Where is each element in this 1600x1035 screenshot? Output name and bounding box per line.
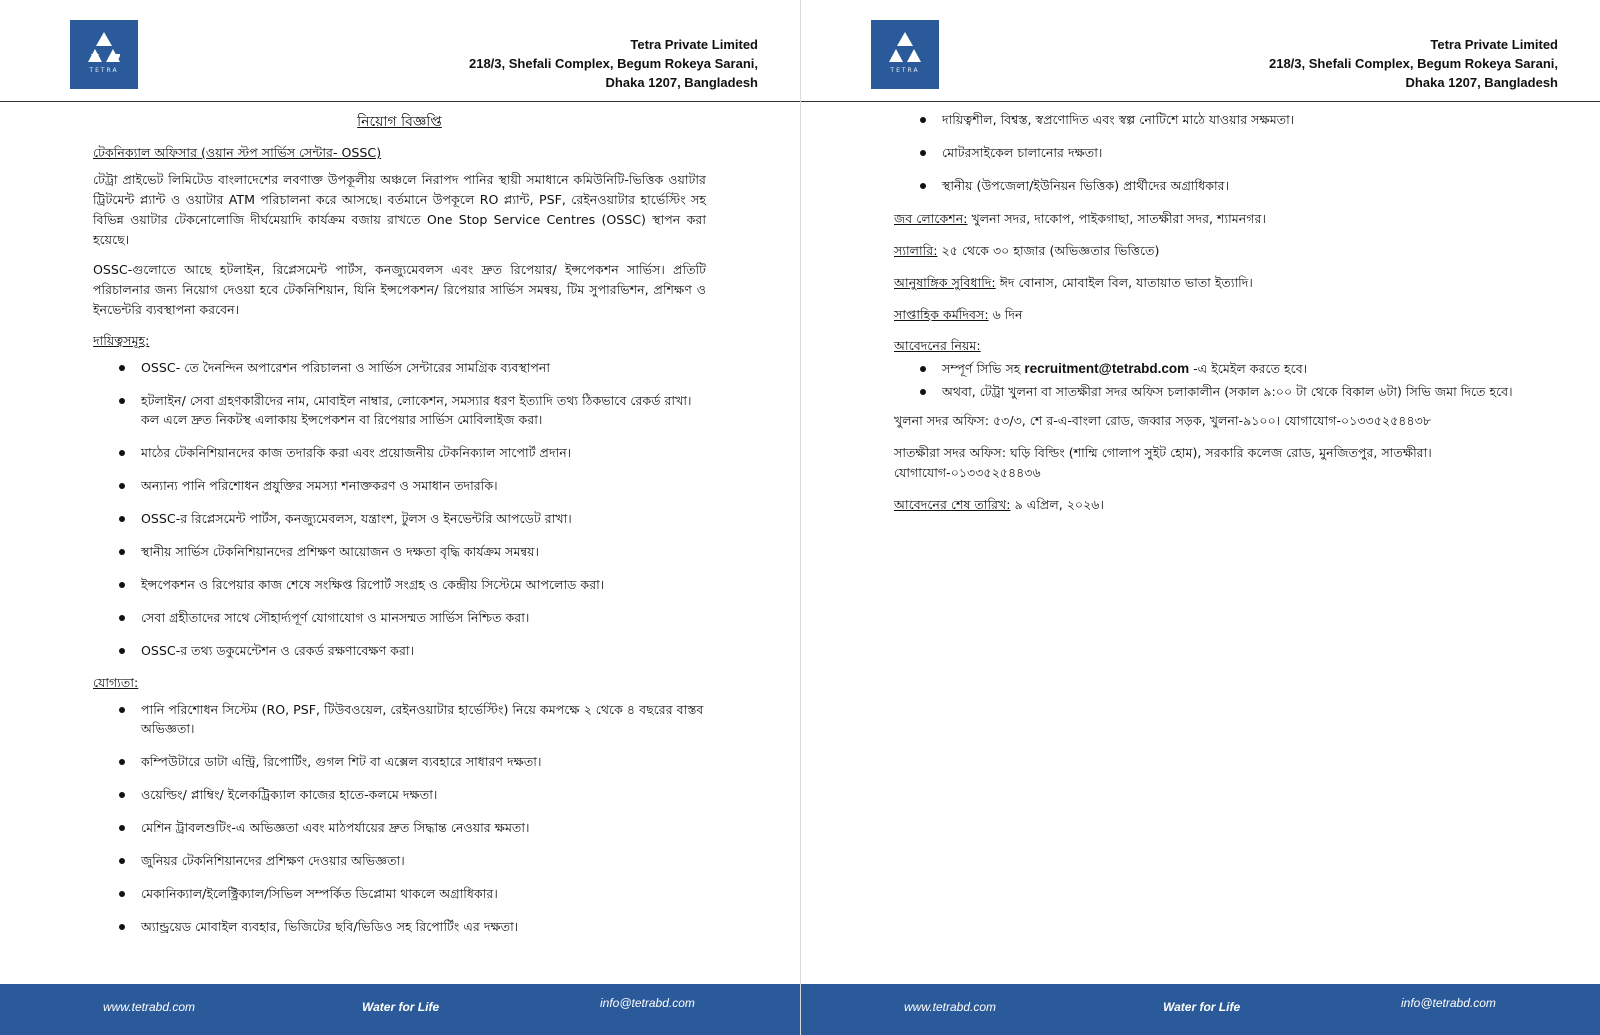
deadline-label: আবেদনের শেষ তারিখ: [894,497,1011,512]
salary [894,241,1514,261]
page-title: নিয়োগ বিজ্ঞপ্তি [357,114,442,130]
footer-bar [0,984,800,1035]
khulna-office: খুলনা সদর অফিস: ৫৩/৩, শে র-এ-বাংলা রোড, জব্বার সড়ক, খুলনা-৯১০০। যোগাযোগ-০১৩৩৫২৫৪৪৩৮ [894,413,1431,428]
page-2-content [894,110,1514,527]
footer-email-link[interactable]: info@tetrabd.com [1401,996,1496,1010]
page-2 [800,0,1600,1035]
list-item: পানি পরিশোধন সিস্টেম (RO, PSF, টিউবওয়েল, রেইনওয়াটার হার্ভেস্টিং) নিয়ে কমপক্ষে ২ থেকে ৪ বছরের বাস্তব অভিজ্ঞতা। [141,700,706,738]
logo-text: TETRA [890,67,920,74]
list-item: মোটরসাইকেল চালানোর দক্ষতা। [942,143,1514,162]
apply-email-suffix: -এ ইমেইল করতে হবে। [1193,361,1308,376]
address-line-2: Dhaka 1207, Bangladesh [605,75,758,90]
qualifications-heading: যোগ্যতা: [93,675,139,690]
list-item: কম্পিউটারে ডাটা এন্ট্রি, রিপোর্টিং, গুগল শিট বা এক্সেল ব্যবহারে সাধারণ দক্ষতা। [141,752,706,771]
header-divider [0,101,800,102]
list-item: OSSC-র রিপ্লেসমেন্ট পার্টস, কনজ্যুমেবলস, যন্ত্রাংশ, টুলস ও ইনভেন্টরি আপডেট রাখা। [141,509,706,528]
list-item: অন্যান্য পানি পরিশোধন প্রযুক্তির সমস্যা শনাক্তকরণ ও সমাধান তদারকি। [141,476,706,495]
tetra-logo [70,20,138,89]
list-item: হটলাইন/ সেবা গ্রহণকারীদের নাম, মোবাইল নাম্বার, লোকেশন, সমস্যার ধরণ ইত্যাদি তথ্য ঠিকভাবে রেকর্ড রাখা। কল এলে দ্রুত নিকটস্থ এলাকায় ইন্সপেকশন বা রিপেয়ার সার্ভিস মোবিলাইজ করা। [141,391,706,429]
salary-value: ২৫ থেকে ৩০ হাজার (অভিজ্ঞতার ভিত্তিতে) [941,243,1160,258]
logo-text: TETRA [89,67,119,74]
benefits [894,273,1514,293]
job-location-label: জব লোকেশন: [894,211,968,226]
recruitment-email-link[interactable]: recruitment@tetrabd.com [1024,361,1190,376]
list-item: অথবা, টেট্রা খুলনা বা সাতক্ষীরা সদর অফিস চলাকালীন (সকাল ৯:০০ টা থেকে বিকাল ৬টা) সিভি জমা দিতে হবে। [942,384,1513,399]
list-item: জুনিয়র টেকনিশিয়ানদের প্রশিক্ষণ দেওয়ার অভিজ্ঞতা। [141,851,706,870]
workdays-label: সাপ্তাহিক কর্মদিবস: [894,307,989,322]
workdays [894,305,1514,325]
tetra-logo [871,20,939,89]
address-line-2: Dhaka 1207, Bangladesh [1405,75,1558,90]
list-item [942,359,1514,378]
intro-paragraph: টেট্রা প্রাইভেট লিমিটেড বাংলাদেশের লবণাক্ত উপকূলীয় অঞ্চলে নিরাপদ পানির স্থায়ী সমাধানে কমিউনিটি-ভিত্তিক ওয়াটার ট্রিটমেন্ট প্ল্যান্ট ও ওয়াটার ATM পরিচালনা করে আসছে। বর্তমানে উপকূলে RO প্ল্যান্ট, PSF, রেইনওয়াটার হার্ভেস্টিং সহ বিভিন্ন ওয়াটার টেকনোলোজি দীর্ঘমেয়াদি কার্যক্রম বজায় রাখতে One Stop Service Centres (OSSC) স্থাপন করা হয়েছে। [93,172,706,247]
list-item: দায়িত্বশীল, বিশ্বস্ত, স্বপ্রণোদিত এবং স্বল্প নোটিশে মাঠে যাওয়ার সক্ষমতা। [942,110,1514,129]
responsibilities-list [93,358,706,660]
apply-heading: আবেদনের নিয়ম: [894,338,981,353]
workdays-value: ৬ দিন [992,307,1023,322]
salary-label: স্যালারি: [894,243,938,258]
list-item: সেবা গ্রহীতাদের সাথে সৌহার্দ্যপূর্ণ যোগাযোগ ও মানসম্মত সার্ভিস নিশ্চিত করা। [141,608,706,627]
footer-bar [801,984,1600,1035]
triangle-logo-icon [889,32,921,62]
list-item: OSSC- তে দৈনন্দিন অপারেশন পরিচালনা ও সার্ভিস সেন্টারের সামগ্রিক ব্যবস্থাপনা [141,358,706,377]
ossc-paragraph: OSSC-গুলোতে আছে হটলাইন, রিপ্লেসমেন্ট পার্টস, কনজ্যুমেবলস এবং দ্রুত রিপেয়ার/ ইন্সপেকশন সার্ভিস। প্রতিটি পরিচালনার জন্য নিয়োগ দেওয়া হবে টেকনিশিয়ান, যিনি ইন্সপেকশন/ রিপেয়ার সার্ভিস সমন্বয়, টিম সুপারভিশন, প্রশিক্ষণ ও ইনভেন্টরি ব্যবস্থাপনা করবেন। [93,262,706,317]
apply-list [894,359,1514,401]
list-item: ইন্সপেকশন ও রিপেয়ার কাজ শেষে সংক্ষিপ্ত রিপোর্ট সংগ্রহ ও কেন্দ্রীয় সিস্টেমে আপলোড করা। [141,575,706,594]
apply-email-prefix: সম্পূর্ণ সিভি সহ [942,361,1021,376]
responsibilities-heading: দায়িত্বসমূহ: [93,333,150,348]
company-name: Tetra Private Limited [630,37,758,52]
company-name: Tetra Private Limited [1430,37,1558,52]
footer-tagline: Water for Life [1163,1000,1241,1014]
position-title: টেকনিক্যাল অফিসার (ওয়ান স্টপ সার্ভিস সেন্টার- OSSC) [93,145,382,160]
footer-website-link[interactable]: www.tetrabd.com [103,1000,196,1014]
list-item: অ্যান্ড্রয়েড মোবাইল ব্যবহার, ভিজিটের ছবি/ভিডিও সহ রিপোর্টিং এর দক্ষতা। [141,917,706,936]
benefits-label: আনুষাঙ্গিক সুবিধাদি: [894,275,996,290]
address-line-1: 218/3, Shefali Complex, Begum Rokeya Sarani, [1268,56,1558,71]
address-line-1: 218/3, Shefali Complex, Begum Rokeya Sarani, [468,56,758,71]
list-item: স্থানীয় সার্ভিস টেকনিশিয়ানদের প্রশিক্ষণ আয়োজন ও দক্ষতা বৃদ্ধি কার্যক্রম সমন্বয়। [141,542,706,561]
benefits-value: ঈদ বোনাস, মোবাইল বিল, যাতায়াত ভাতা ইত্যাদি। [999,275,1253,290]
list-item: ওয়েল্ডিং/ প্লাম্বিং/ ইলেকট্রিক্যাল কাজের হাতে-কলমে দক্ষতা। [141,785,706,804]
company-address-block [1269,35,1558,92]
footer-website-link[interactable]: www.tetrabd.com [904,1000,997,1014]
list-item: স্থানীয় (উপজেলা/ইউনিয়ন ভিত্তিক) প্রার্থীদের অগ্রাধিকার। [942,176,1514,195]
satkhira-office: সাতক্ষীরা সদর অফিস: ঘড়ি বিল্ডিং (শাম্মি গোলাপ সুইট হোম), সরকারি কলেজ রোড, মুনজিতপুর, সাতক্ষীরা। যোগাযোগ-০১৩৩৫২৫৪৪৩৬ [894,445,1432,480]
job-location-value: খুলনা সদর, দাকোপ, পাইকগাছা, সাতক্ষীরা সদর, শ্যামনগর। [971,211,1266,226]
company-address-block [469,35,758,92]
header-divider [801,101,1600,102]
footer-tagline: Water for Life [362,1000,440,1014]
job-location [894,209,1514,229]
page-1-content [93,110,706,950]
footer-email-link[interactable]: info@tetrabd.com [600,996,695,1010]
qualifications-continued-list [894,110,1514,195]
list-item: মাঠের টেকনিশিয়ানদের কাজ তদারকি করা এবং প্রয়োজনীয় টেকনিক্যাল সাপোর্ট প্রদান। [141,443,706,462]
list-item: মেশিন ট্রাবলশুটিং-এ অভিজ্ঞতা এবং মাঠপর্যায়ের দ্রুত সিদ্ধান্ত নেওয়ার ক্ষমতা। [141,818,706,837]
deadline [894,495,1514,515]
deadline-value: ৯ এপ্রিল, ২০২৬। [1014,497,1104,512]
list-item: OSSC-র তথ্য ডকুমেন্টেশন ও রেকর্ড রক্ষণাবেক্ষণ করা। [141,641,706,660]
qualifications-list [93,700,706,936]
triangle-logo-icon [88,32,120,62]
list-item: মেকানিক্যাল/ইলেক্ট্রিক্যাল/সিভিল সম্পর্কিত ডিপ্লোমা থাকলে অগ্রাধিকার। [141,884,706,903]
